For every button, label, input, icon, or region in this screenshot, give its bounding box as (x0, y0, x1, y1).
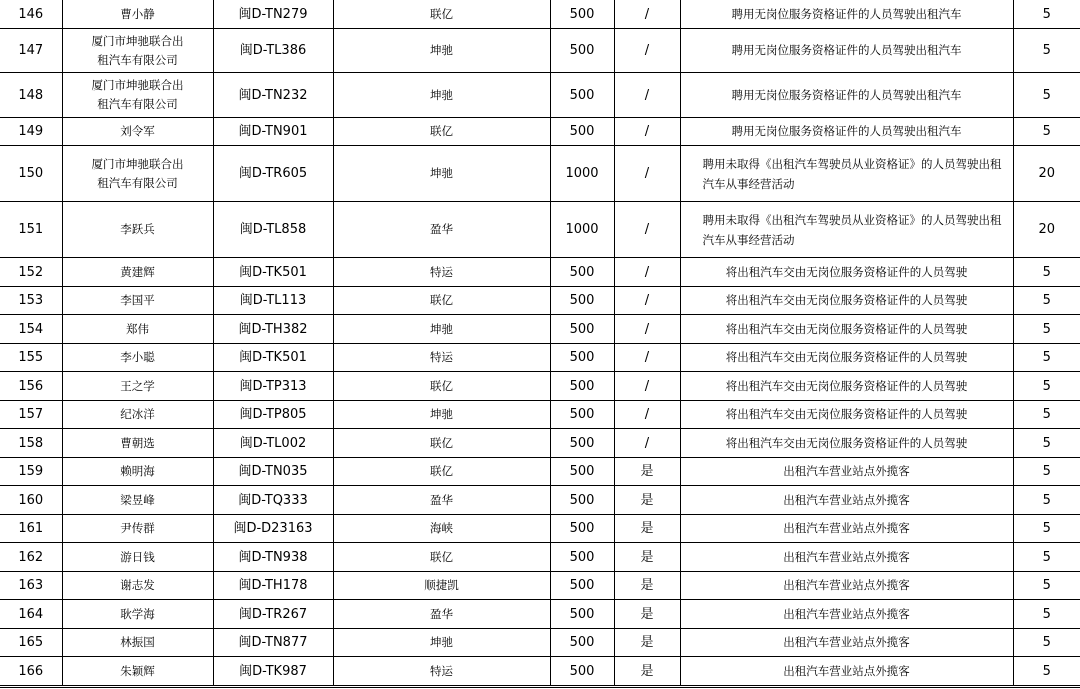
violation-cell: 将出租汽车交由无岗位服务资格证件的人员驾驶 (680, 315, 1013, 344)
fine-amount-cell: 500 (550, 73, 614, 118)
table-row (0, 118, 1080, 146)
plate-number-cell: 闽D-TK501 (213, 258, 333, 287)
flag-cell: / (614, 429, 680, 458)
violation-cell: 聘用无岗位服务资格证件的人员驾驶出租汽车 (680, 29, 1013, 73)
fine-amount-cell: 500 (550, 600, 614, 629)
party-name-cell: 厦门市坤驰联合出租汽车有限公司 (62, 73, 213, 118)
fine-amount-cell: 500 (550, 458, 614, 486)
row-number-cell: 166 (0, 657, 62, 686)
table-row (0, 0, 1080, 29)
flag-cell: / (614, 344, 680, 372)
party-name-cell: 耿学海 (62, 600, 213, 629)
company-cell: 海峡 (333, 515, 550, 543)
plate-number-cell: 闽D-TN901 (213, 118, 333, 146)
plate-number-cell: 闽D-TK987 (213, 657, 333, 686)
row-number-cell: 156 (0, 372, 62, 401)
fine-amount-cell: 500 (550, 344, 614, 372)
party-name-cell: 厦门市坤驰联合出租汽车有限公司 (62, 146, 213, 202)
violation-cell: 出租汽车营业站点外揽客 (680, 458, 1013, 486)
fine-amount-cell: 500 (550, 372, 614, 401)
plate-number-cell: 闽D-TL113 (213, 287, 333, 315)
fine-amount-cell: 500 (550, 315, 614, 344)
points-cell: 5 (1013, 629, 1080, 657)
row-number-cell: 165 (0, 629, 62, 657)
row-number-cell: 147 (0, 29, 62, 73)
plate-number-cell: 闽D-TP805 (213, 401, 333, 429)
points-cell: 5 (1013, 401, 1080, 429)
flag-cell: / (614, 146, 680, 202)
violation-cell: 将出租汽车交由无岗位服务资格证件的人员驾驶 (680, 258, 1013, 287)
plate-number-cell: 闽D-TR605 (213, 146, 333, 202)
party-name-cell: 纪冰洋 (62, 401, 213, 429)
company-cell: 联亿 (333, 0, 550, 29)
points-cell: 5 (1013, 429, 1080, 458)
table-row (0, 258, 1080, 287)
violation-cell: 出租汽车营业站点外揽客 (680, 486, 1013, 515)
table-row (0, 458, 1080, 486)
company-cell: 坤驰 (333, 629, 550, 657)
company-cell: 坤驰 (333, 315, 550, 344)
fine-amount-cell: 500 (550, 515, 614, 543)
table-row (0, 287, 1080, 315)
company-cell: 联亿 (333, 118, 550, 146)
company-cell: 盈华 (333, 486, 550, 515)
company-cell: 联亿 (333, 429, 550, 458)
points-cell: 5 (1013, 458, 1080, 486)
table-row (0, 429, 1080, 458)
party-name-cell: 林振国 (62, 629, 213, 657)
table-row (0, 600, 1080, 629)
row-number-cell: 152 (0, 258, 62, 287)
flag-cell: 是 (614, 486, 680, 515)
party-name-cell: 梁昱峰 (62, 486, 213, 515)
row-number-cell: 160 (0, 486, 62, 515)
plate-number-cell: 闽D-TN232 (213, 73, 333, 118)
flag-cell: / (614, 73, 680, 118)
row-number-cell: 159 (0, 458, 62, 486)
row-number-cell: 154 (0, 315, 62, 344)
party-name-cell: 黄建辉 (62, 258, 213, 287)
flag-cell: 是 (614, 572, 680, 600)
flag-cell: 是 (614, 543, 680, 572)
flag-cell: 是 (614, 629, 680, 657)
table-row (0, 629, 1080, 657)
violation-cell: 出租汽车营业站点外揽客 (680, 629, 1013, 657)
flag-cell: / (614, 258, 680, 287)
fine-amount-cell: 500 (550, 29, 614, 73)
violation-cell: 聘用无岗位服务资格证件的人员驾驶出租汽车 (680, 0, 1013, 29)
violation-cell: 聘用未取得《出租汽车驾驶员从业资格证》的人员驾驶出租汽车从事经营活动 (680, 202, 1013, 258)
violation-cell: 将出租汽车交由无岗位服务资格证件的人员驾驶 (680, 287, 1013, 315)
flag-cell: 是 (614, 600, 680, 629)
points-cell: 5 (1013, 315, 1080, 344)
violation-cell: 将出租汽车交由无岗位服务资格证件的人员驾驶 (680, 372, 1013, 401)
flag-cell: / (614, 202, 680, 258)
table-row (0, 515, 1080, 543)
party-name-cell: 朱颖辉 (62, 657, 213, 686)
fine-amount-cell: 1000 (550, 202, 614, 258)
party-name-cell: 郑伟 (62, 315, 213, 344)
table-row (0, 202, 1080, 258)
points-cell: 5 (1013, 543, 1080, 572)
party-name-cell: 曹朝选 (62, 429, 213, 458)
fine-amount-cell: 500 (550, 401, 614, 429)
row-number-cell: 151 (0, 202, 62, 258)
table-bottom-border (0, 687, 1080, 688)
table-row (0, 73, 1080, 118)
party-name-cell: 厦门市坤驰联合出租汽车有限公司 (62, 29, 213, 73)
plate-number-cell: 闽D-TL858 (213, 202, 333, 258)
fine-amount-cell: 500 (550, 118, 614, 146)
party-name-cell: 尹传群 (62, 515, 213, 543)
row-number-cell: 155 (0, 344, 62, 372)
company-cell: 特运 (333, 258, 550, 287)
plate-number-cell: 闽D-TN035 (213, 458, 333, 486)
fine-amount-cell: 500 (550, 0, 614, 29)
company-cell: 盈华 (333, 600, 550, 629)
party-name-cell: 谢志发 (62, 572, 213, 600)
points-cell: 5 (1013, 657, 1080, 686)
company-cell: 联亿 (333, 543, 550, 572)
row-number-cell: 146 (0, 0, 62, 29)
fine-amount-cell: 500 (550, 429, 614, 458)
points-cell: 20 (1013, 202, 1080, 258)
flag-cell: / (614, 118, 680, 146)
violation-cell: 将出租汽车交由无岗位服务资格证件的人员驾驶 (680, 429, 1013, 458)
points-cell: 5 (1013, 486, 1080, 515)
points-cell: 5 (1013, 287, 1080, 315)
violation-cell: 出租汽车营业站点外揽客 (680, 543, 1013, 572)
flag-cell: / (614, 372, 680, 401)
company-cell: 顺捷凯 (333, 572, 550, 600)
flag-cell: / (614, 287, 680, 315)
plate-number-cell: 闽D-TK501 (213, 344, 333, 372)
fine-amount-cell: 1000 (550, 146, 614, 202)
table-row (0, 572, 1080, 600)
flag-cell: 是 (614, 657, 680, 686)
flag-cell: 是 (614, 458, 680, 486)
company-cell: 特运 (333, 657, 550, 686)
plate-number-cell: 闽D-TH178 (213, 572, 333, 600)
violation-cell: 出租汽车营业站点外揽客 (680, 515, 1013, 543)
fine-amount-cell: 500 (550, 258, 614, 287)
party-name-cell: 李小聪 (62, 344, 213, 372)
party-name-cell: 李跃兵 (62, 202, 213, 258)
flag-cell: / (614, 29, 680, 73)
points-cell: 5 (1013, 258, 1080, 287)
table-row (0, 344, 1080, 372)
table-row (0, 29, 1080, 73)
violation-cell: 聘用无岗位服务资格证件的人员驾驶出租汽车 (680, 118, 1013, 146)
row-number-cell: 163 (0, 572, 62, 600)
table-row (0, 372, 1080, 401)
plate-number-cell: 闽D-TQ333 (213, 486, 333, 515)
violation-cell: 出租汽车营业站点外揽客 (680, 572, 1013, 600)
table-row (0, 657, 1080, 686)
points-cell: 5 (1013, 572, 1080, 600)
violation-cell: 聘用未取得《出租汽车驾驶员从业资格证》的人员驾驶出租汽车从事经营活动 (680, 146, 1013, 202)
fine-amount-cell: 500 (550, 486, 614, 515)
row-number-cell: 158 (0, 429, 62, 458)
plate-number-cell: 闽D-TH382 (213, 315, 333, 344)
flag-cell: / (614, 0, 680, 29)
points-cell: 5 (1013, 29, 1080, 73)
table-row (0, 543, 1080, 572)
party-name-cell: 曹小静 (62, 0, 213, 29)
points-cell: 5 (1013, 372, 1080, 401)
table-row (0, 486, 1080, 515)
company-cell: 坤驰 (333, 73, 550, 118)
company-cell: 坤驰 (333, 146, 550, 202)
plate-number-cell: 闽D-TL386 (213, 29, 333, 73)
plate-number-cell: 闽D-D23163 (213, 515, 333, 543)
row-number-cell: 153 (0, 287, 62, 315)
company-cell: 坤驰 (333, 401, 550, 429)
points-cell: 5 (1013, 600, 1080, 629)
company-cell: 坤驰 (333, 29, 550, 73)
plate-number-cell: 闽D-TN877 (213, 629, 333, 657)
row-number-cell: 150 (0, 146, 62, 202)
row-number-cell: 149 (0, 118, 62, 146)
fine-amount-cell: 500 (550, 657, 614, 686)
flag-cell: / (614, 401, 680, 429)
violation-cell: 出租汽车营业站点外揽客 (680, 600, 1013, 629)
row-number-cell: 164 (0, 600, 62, 629)
points-cell: 5 (1013, 73, 1080, 118)
table-row (0, 315, 1080, 344)
company-cell: 联亿 (333, 458, 550, 486)
fine-amount-cell: 500 (550, 572, 614, 600)
violation-cell: 将出租汽车交由无岗位服务资格证件的人员驾驶 (680, 401, 1013, 429)
violation-cell: 出租汽车营业站点外揽客 (680, 657, 1013, 686)
party-name-cell: 刘令军 (62, 118, 213, 146)
violation-cell: 将出租汽车交由无岗位服务资格证件的人员驾驶 (680, 344, 1013, 372)
company-cell: 盈华 (333, 202, 550, 258)
table-row (0, 146, 1080, 202)
party-name-cell: 游日钱 (62, 543, 213, 572)
party-name-cell: 赖明海 (62, 458, 213, 486)
plate-number-cell: 闽D-TN279 (213, 0, 333, 29)
fine-amount-cell: 500 (550, 543, 614, 572)
points-cell: 5 (1013, 0, 1080, 29)
party-name-cell: 李国平 (62, 287, 213, 315)
fine-amount-cell: 500 (550, 287, 614, 315)
row-number-cell: 161 (0, 515, 62, 543)
company-cell: 特运 (333, 344, 550, 372)
violation-cell: 聘用无岗位服务资格证件的人员驾驶出租汽车 (680, 73, 1013, 118)
company-cell: 联亿 (333, 372, 550, 401)
table-row (0, 401, 1080, 429)
points-cell: 20 (1013, 146, 1080, 202)
row-number-cell: 157 (0, 401, 62, 429)
points-cell: 5 (1013, 344, 1080, 372)
points-cell: 5 (1013, 118, 1080, 146)
company-cell: 联亿 (333, 287, 550, 315)
flag-cell: / (614, 315, 680, 344)
party-name-cell: 王之学 (62, 372, 213, 401)
flag-cell: 是 (614, 515, 680, 543)
row-number-cell: 148 (0, 73, 62, 118)
plate-number-cell: 闽D-TR267 (213, 600, 333, 629)
plate-number-cell: 闽D-TN938 (213, 543, 333, 572)
plate-number-cell: 闽D-TP313 (213, 372, 333, 401)
fine-amount-cell: 500 (550, 629, 614, 657)
plate-number-cell: 闽D-TL002 (213, 429, 333, 458)
points-cell: 5 (1013, 515, 1080, 543)
row-number-cell: 162 (0, 543, 62, 572)
